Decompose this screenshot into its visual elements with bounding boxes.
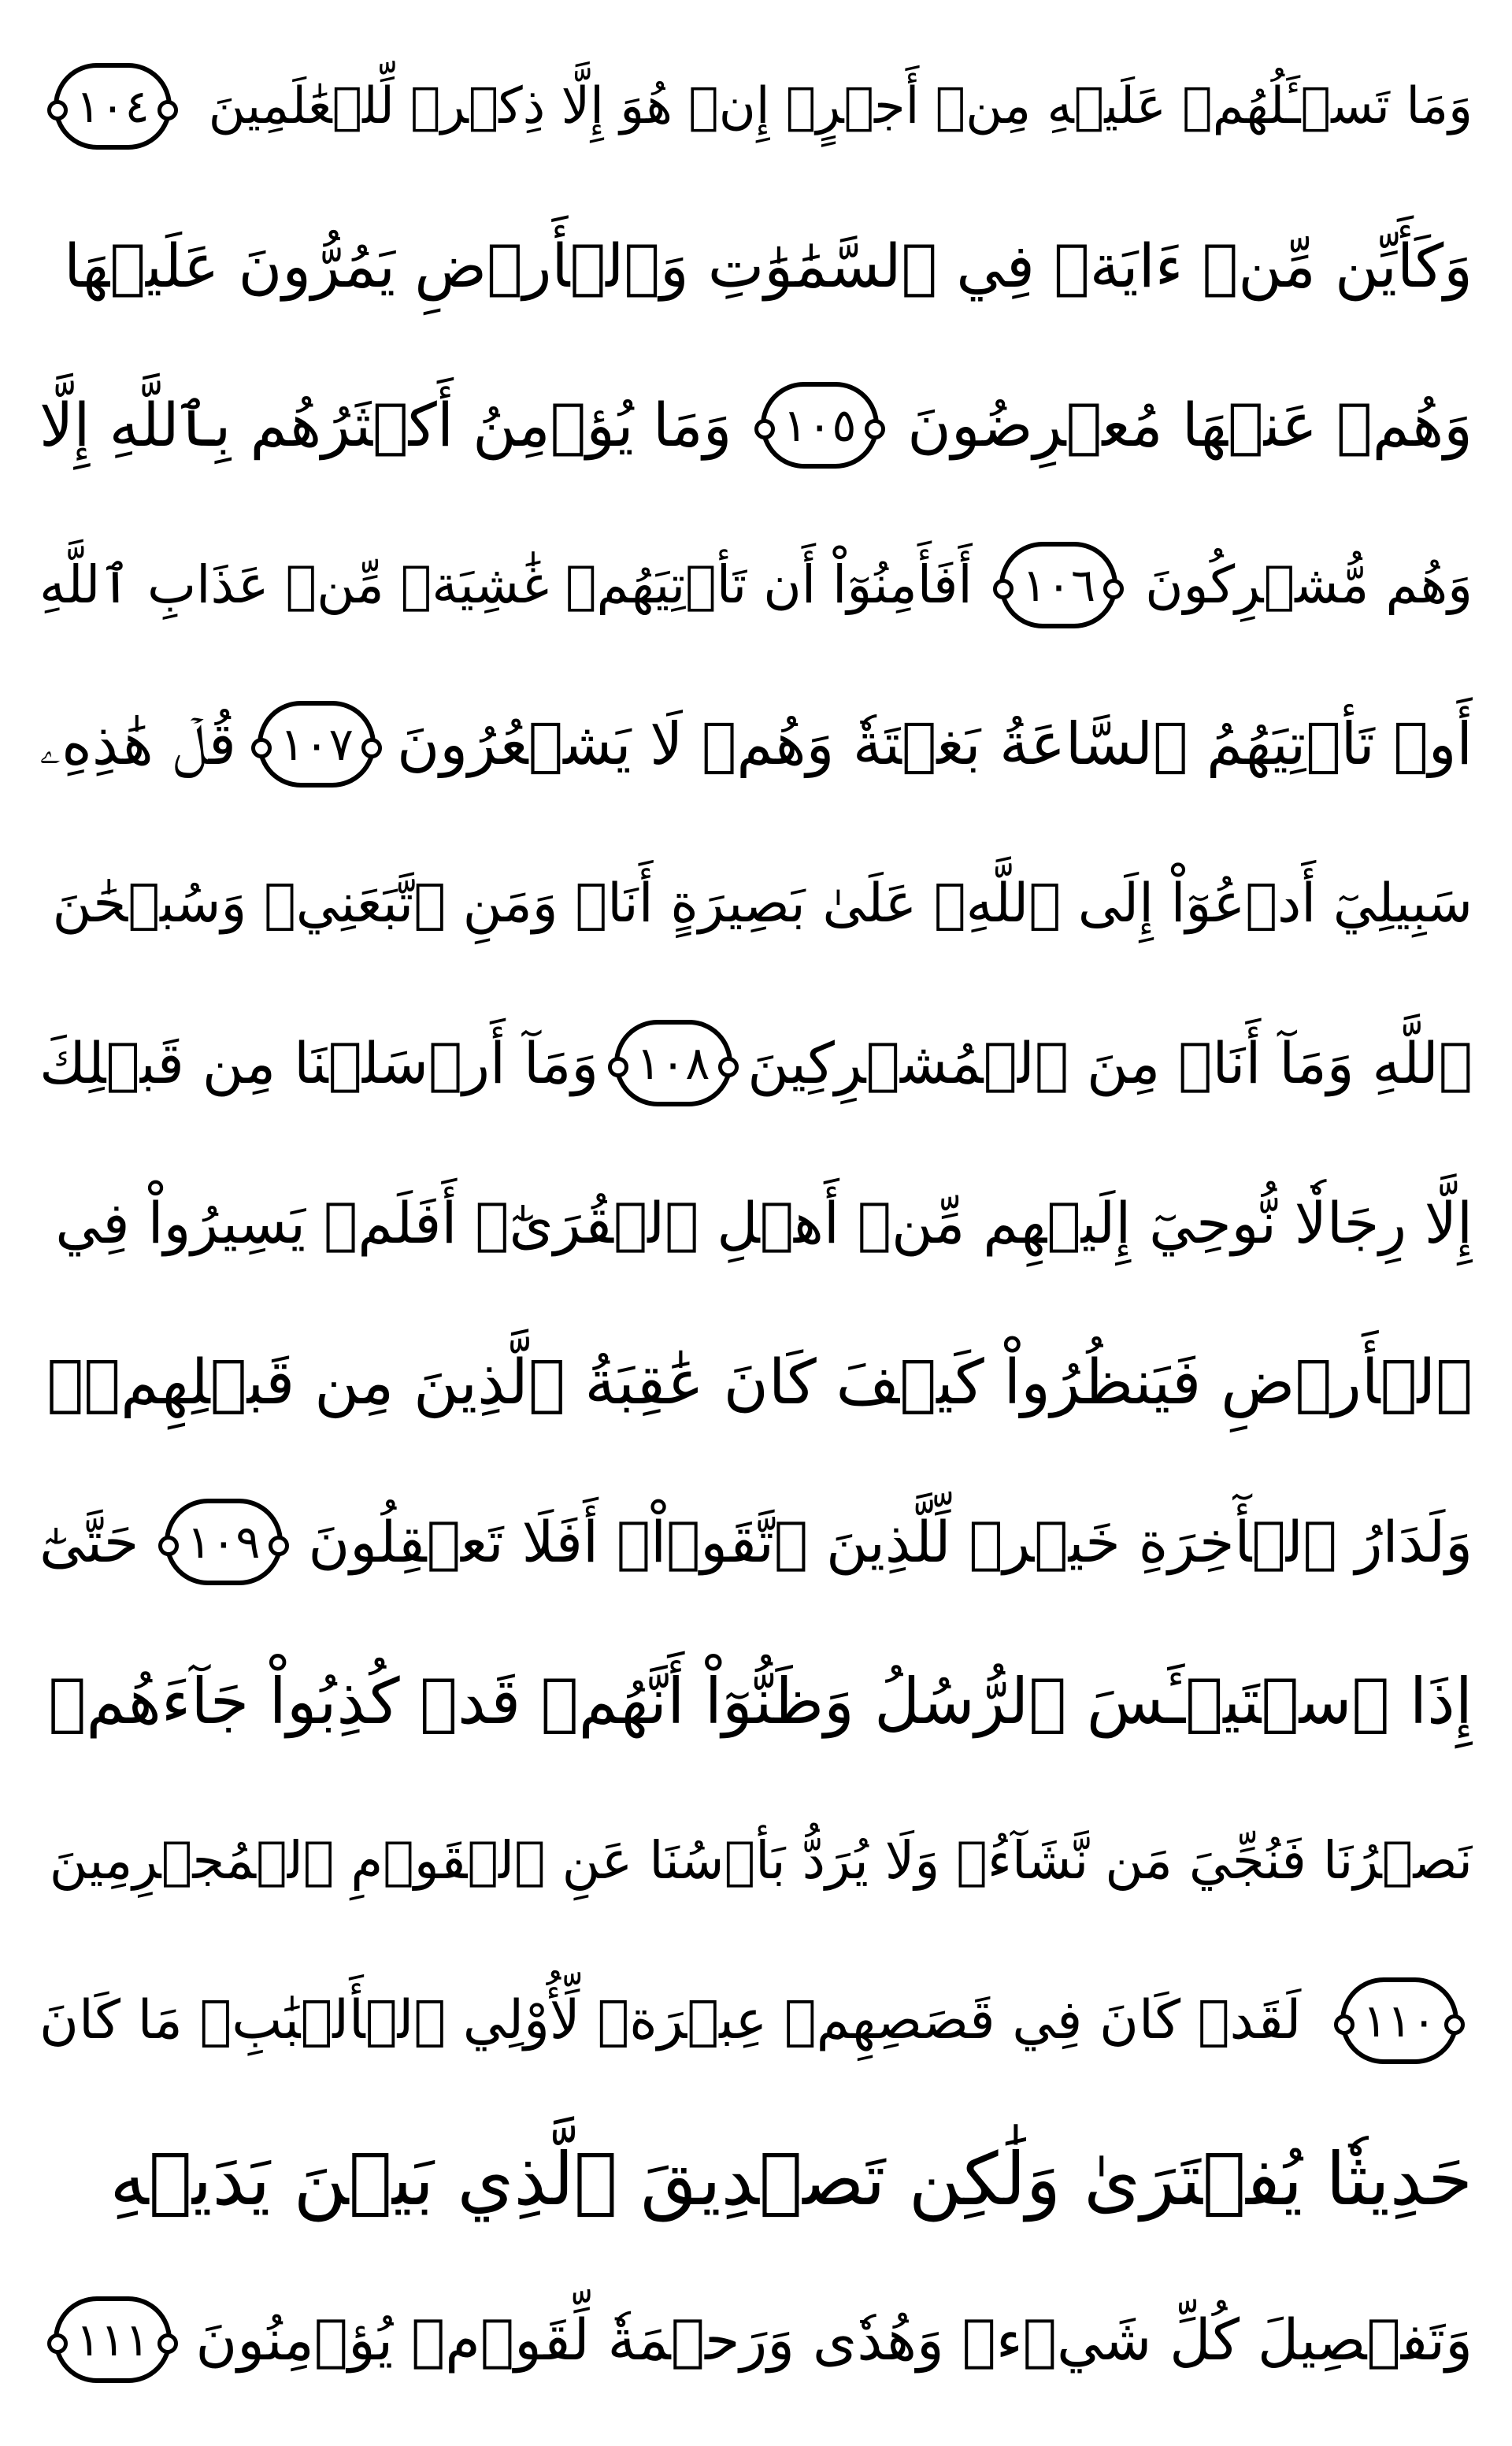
verse-text: حَتَّىٰٓ [39,1509,139,1576]
text-line [39,2265,1473,2414]
ayah-end-marker [1340,1977,1458,2064]
verse-text: إِلَّا رِجَالٗا نُّوحِيٓ إِلَيۡهِم مِّنۡ أَهۡلِ ٱلۡقُرَىٰٓۗ أَفَلَمۡ يَسِيرُواْ فِي [55,1189,1473,1256]
text-line [39,1946,1473,2096]
ayah-end-marker [999,542,1117,628]
text-line [39,32,1473,181]
ayah-end-marker [258,701,376,788]
ayah-number: ١١١ [76,2312,150,2366]
text-line [39,510,1473,660]
verse-text: وَمَآ أَرۡسَلۡنَا مِن قَبۡلِكَ [39,1030,599,1097]
verse-text: ٱللَّهِ وَمَآ أَنَا۠ مِنَ ٱلۡمُشۡرِكِينَ [747,1030,1473,1097]
verse-text: وَمَا يُؤۡمِنُ أَكۡثَرُهُم بِٱللَّهِ إِلَّا [39,390,732,461]
verse-text: نَصۡرُنَا فَنُجِّيَ مَن نَّشَآءُۖ وَلَا يُرَدُّ بَأۡسُنَا عَنِ ٱلۡقَوۡمِ ٱلۡمُجۡرِمِينَ [49,1830,1473,1892]
verse-text: وَلَدَارُ ٱلۡأٓخِرَةِ خَيۡرٞ لِّلَّذِينَ ٱتَّقَوۡاْۚ أَفَلَا تَعۡقِلُونَ [308,1509,1473,1576]
ayah-number: ١٠٨ [636,1036,710,1091]
ayah-end-marker [54,63,172,150]
ayah-end-marker [761,382,879,469]
ayah-end-marker [614,1020,732,1106]
verse-text: وَهُمۡ عَنۡهَا مُعۡرِضُونَ [907,390,1473,461]
ayah-end-marker [165,1499,283,1585]
verse-text: لَقَدۡ كَانَ فِي قَصَصِهِمۡ عِبۡرَةٞ لِّأُوْلِي ٱلۡأَلۡبَٰبِۗ مَا كَانَ [39,1988,1302,2051]
verse-text: قُلۡ هَٰذِهِۦ [39,710,237,779]
text-line [39,1148,1473,1298]
ayah-number: ١٠٥ [783,398,857,453]
verse-text: وَكَأَيِّن مِّنۡ ءَايَةٖ فِي ٱلسَّمَٰوَٰتِ وَٱلۡأَرۡضِ يَمُرُّونَ عَلَيۡهَا [64,230,1473,301]
ayah-number: ١٠٩ [187,1515,261,1570]
ayah-number: ١٠٧ [280,717,354,772]
text-line [39,191,1473,341]
text-line [39,1467,1473,1617]
text-line [39,1786,1473,1936]
ayah-number: ١٠٤ [76,80,150,133]
verse-text: ٱلۡأَرۡضِ فَيَنظُرُواْ كَيۡفَ كَانَ عَٰقِبَةُ ٱلَّذِينَ مِن قَبۡلِهِمۡۗ [46,1347,1473,1418]
verse-text: وَهُم مُّشۡرِكُونَ [1145,554,1473,615]
text-line [39,350,1473,500]
text-line [39,829,1473,979]
verse-text: سَبِيلِيٓ أَدۡعُوٓاْ إِلَى ٱللَّهِۚ عَلَىٰ بَصِيرَةٍ أَنَا۠ وَمَنِ ٱتَّبَعَنِيۖ وَسُبۡحَٰنَ [52,872,1473,935]
text-line [39,669,1473,819]
verse-text: حَدِيثٗا يُفۡتَرَىٰ وَلَٰكِن تَصۡدِيقَ ٱلَّذِي بَيۡنَ يَدَيۡهِ [109,2137,1473,2222]
verse-lines [39,32,1473,2414]
ayah-number: ١٠٦ [1021,558,1096,612]
ayah-end-marker [54,2296,172,2383]
verse-text: إِذَا ٱسۡتَيۡـَٔسَ ٱلرُّسُلُ وَظَنُّوٓاْ أَنَّهُمۡ قَدۡ كُذِبُواْ جَآءَهُمۡ [48,1664,1473,1738]
verse-text: أَوۡ تَأۡتِيَهُمُ ٱلسَّاعَةُ بَغۡتَةٗ وَهُمۡ لَا يَشۡعُرُونَ [397,710,1473,779]
verse-text: أَفَأَمِنُوٓاْ أَن تَأۡتِيَهُمۡ غَٰشِيَةٞ مِّنۡ عَذَابِ ٱللَّهِ [39,554,973,615]
ayah-number: ١١٠ [1362,1993,1436,2048]
text-line [39,1308,1473,1458]
verse-text: وَمَا تَسۡـَٔلُهُمۡ عَلَيۡهِ مِنۡ أَجۡرٍۚ إِنۡ هُوَ إِلَّا ذِكۡرٞ لِّلۡعَٰلَمِينَ [208,77,1473,135]
text-line [39,1627,1473,1777]
text-line [39,988,1473,1138]
text-line [39,2105,1473,2255]
verse-text: وَتَفۡصِيلَ كُلِّ شَيۡءٖ وَهُدٗى وَرَحۡمَةٗ لِّقَوۡمٖ يُؤۡمِنُونَ [195,2306,1473,2373]
